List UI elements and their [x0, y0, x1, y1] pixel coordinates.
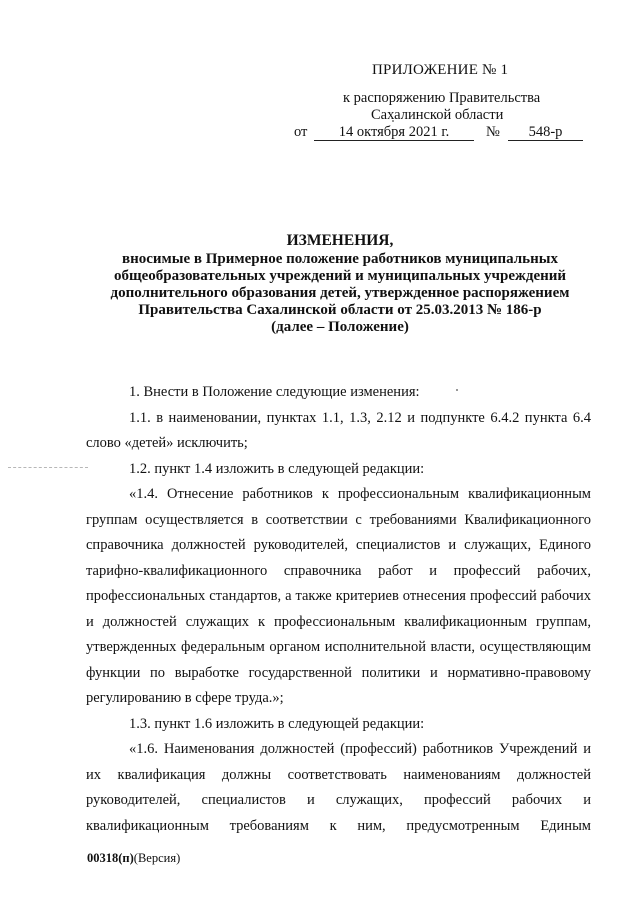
heading-line: общеобразовательных учреждений и муниципальных учреждений	[113, 268, 567, 284]
appendix-line-1: к распоряжению Правительства	[343, 90, 541, 106]
paragraph-1-2: 1.2. пункт 1.4 изложить в следующей редакции:	[129, 460, 425, 477]
paragraph-1-1: 1.1. в наименовании, пунктах 1.1, 1.3, 2.12 и подпункте 6.4.2 пункта 6.4 слово «детей» исключить;	[86, 409, 591, 451]
document-code: 00318(п)	[87, 851, 134, 865]
paragraph-quote-1-6: «1.6. Наименования должностей (профессий) работников Учреждений и их квалификация должны соответствовать наименованиям должностей руководителей, специалистов и служащих, профессий рабочих и квалификационным требованиям к ним, предусмотренным Единым	[86, 741, 591, 834]
heading-line: Правительства Сахалинской области от 25.03.2013 № 186-р	[138, 302, 542, 318]
paragraph-1: 1. Внести в Положение следующие изменения:	[129, 384, 420, 400]
document-heading	[90, 232, 590, 336]
order-from-label: от	[294, 124, 308, 140]
heading-line: дополнительного образования детей, утвержденное распоряжением	[110, 285, 570, 301]
appendix-line-2: Сахалинской области	[371, 107, 504, 123]
footer-code	[87, 851, 180, 866]
heading-line: (далее – Положение)	[271, 319, 409, 335]
paragraph-1-3: 1.3. пункт 1.6 изложить в следующей редакции:	[129, 715, 425, 732]
order-number-label: №	[486, 124, 500, 140]
order-date: 14 октября 2021 г.	[314, 124, 474, 141]
document-body	[86, 380, 591, 839]
heading-line: вносимые в Примерное положение работников муниципальных	[122, 251, 558, 267]
order-number: 548-р	[508, 124, 583, 141]
document-version: (Версия)	[133, 851, 181, 865]
scan-artifact	[8, 467, 88, 469]
paragraph-quote-1-4: «1.4. Отнесение работников к профессиональным квалификационным группам осуществляется в соответствии с требованиями Квалификационного справочника должностей руководителей, специалистов и служащих, Единого тарифно-квалификационного справочника работ и профессий рабочих, профессиональных стандартов, а также критериев отнесения профессий рабочих и должностей служащих к профессиональным квалификационным группам, утвержденных федеральным органом исполнительной власти, осуществляющим функции по выработке государственной политики и нормативно-правовому регулированию в сфере труда.»;	[86, 486, 591, 706]
heading-title: ИЗМЕНЕНИЯ,	[286, 232, 394, 249]
appendix-title: ПРИЛОЖЕНИЕ № 1	[372, 62, 509, 78]
